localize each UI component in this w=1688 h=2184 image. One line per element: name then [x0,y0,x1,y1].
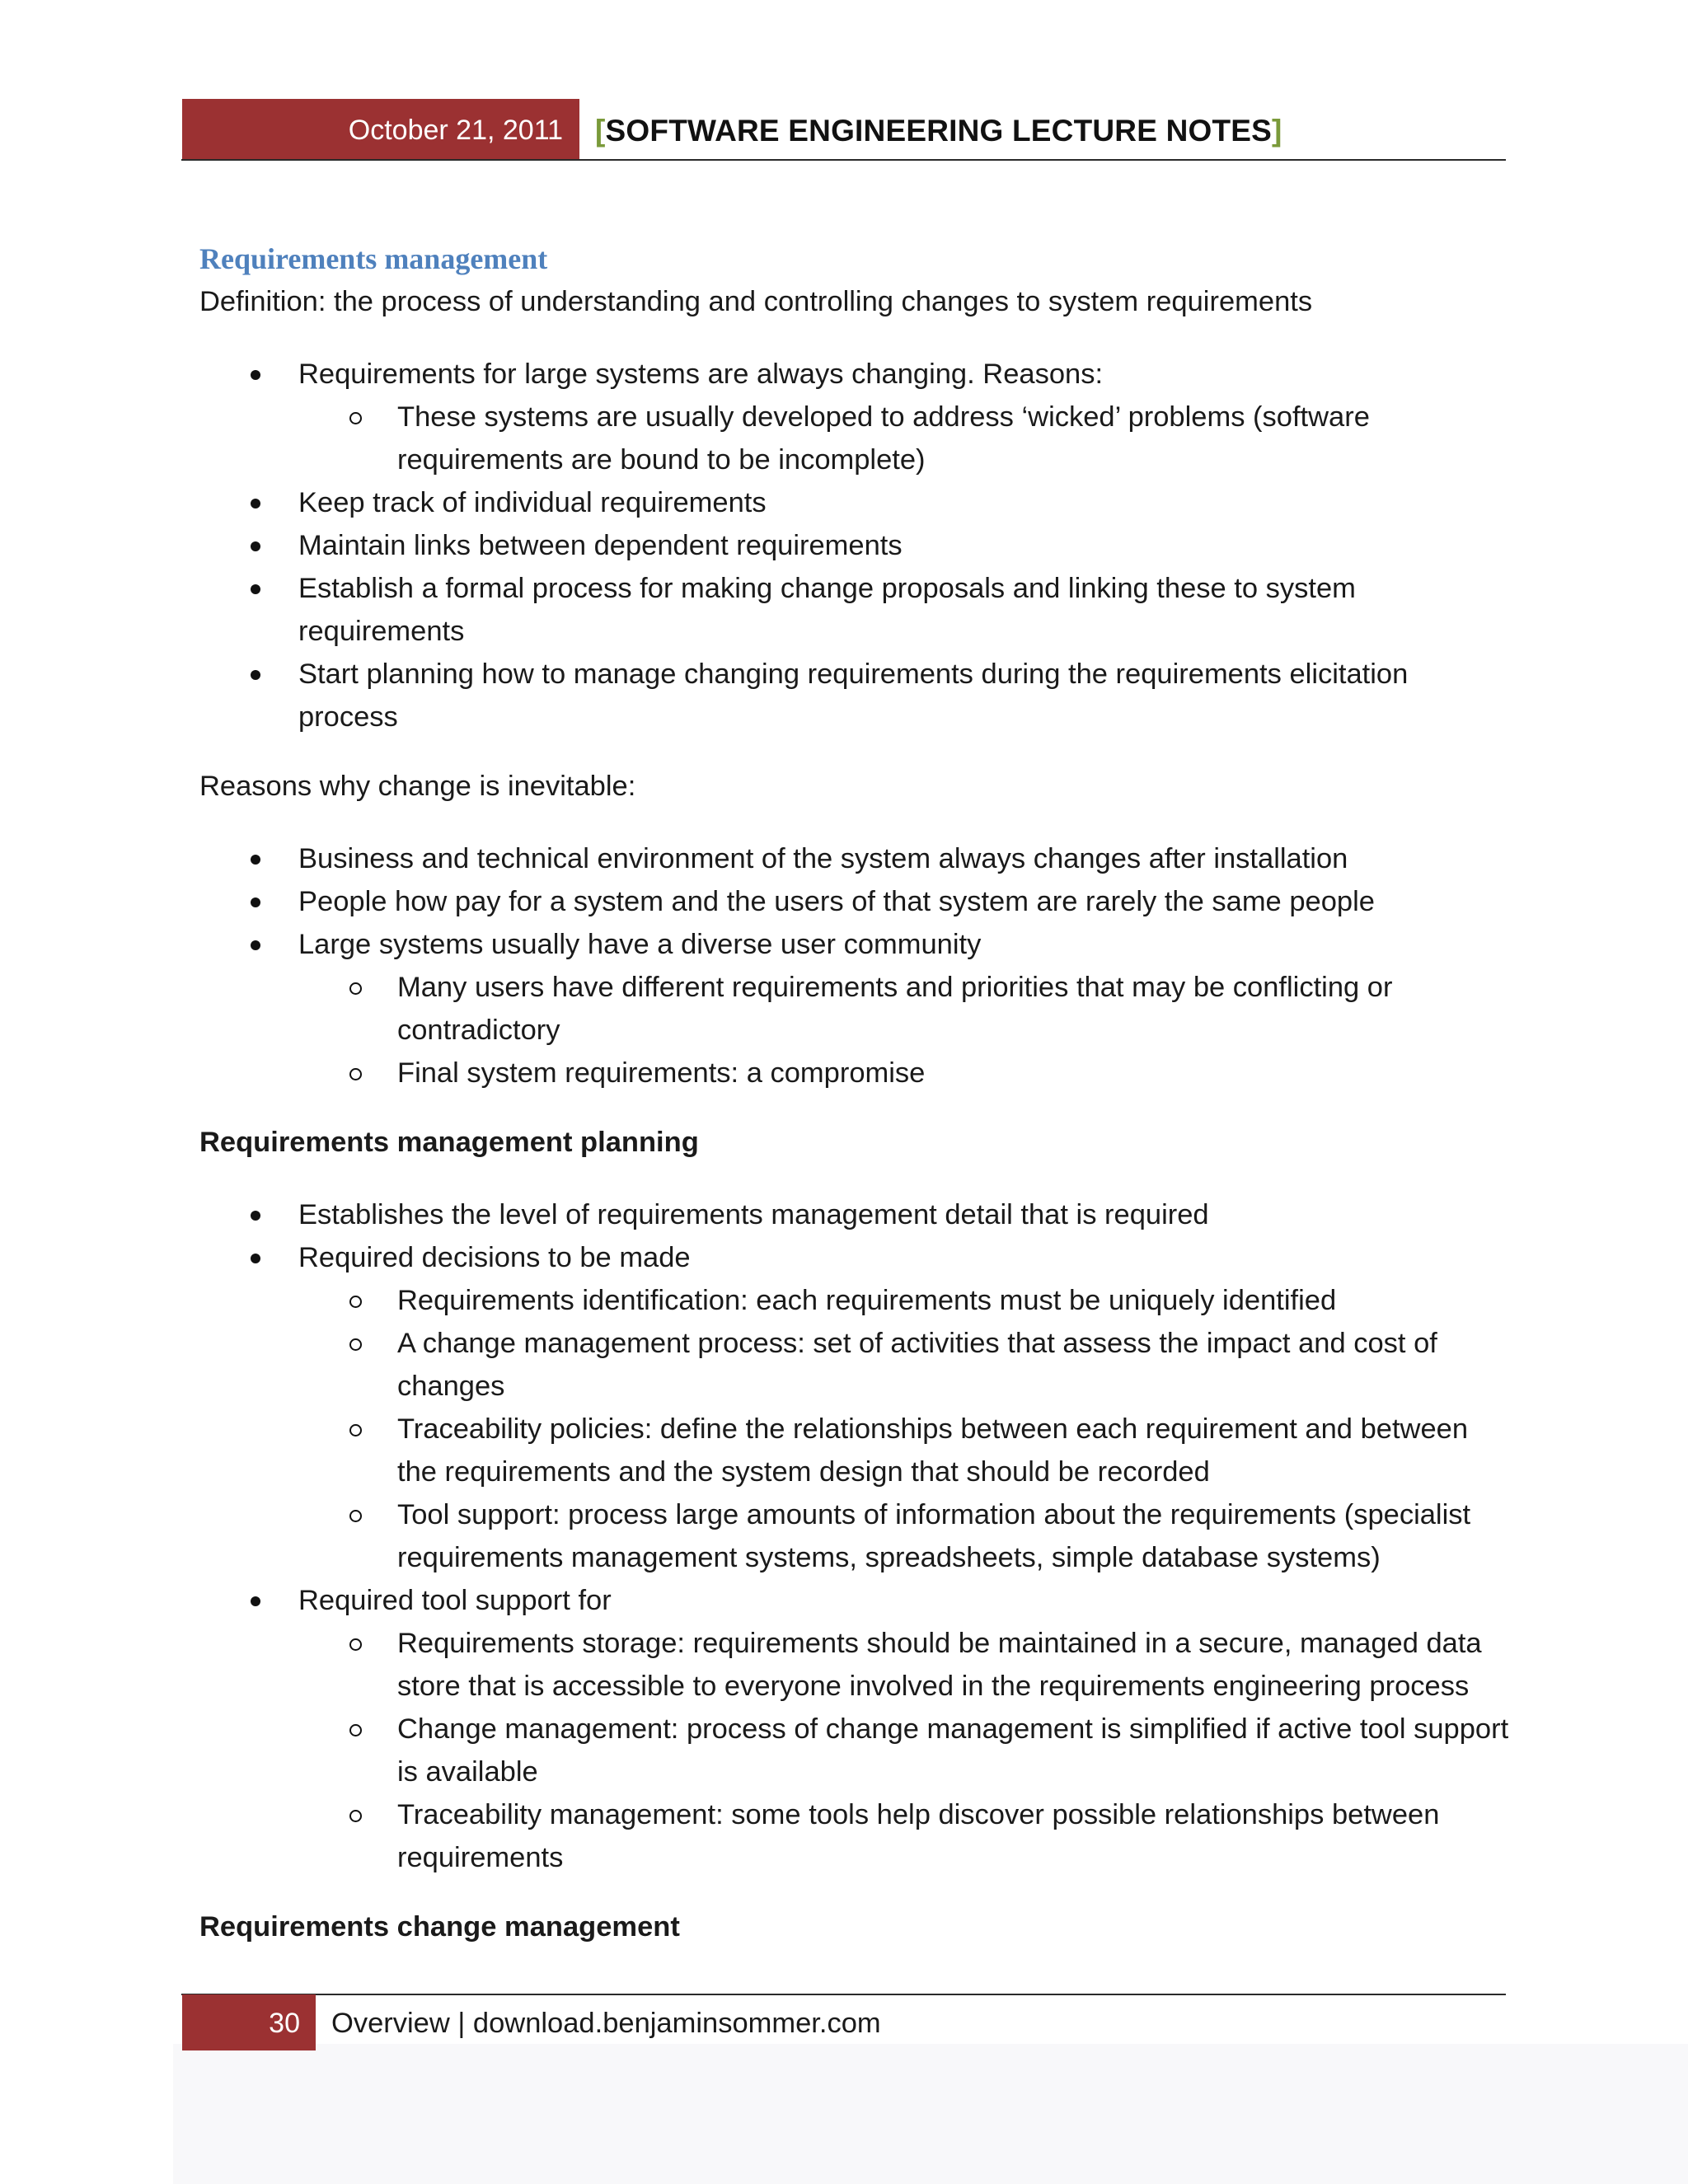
hollow-bullet-icon [349,982,362,995]
definition-text: Definition: the process of understanding and controlling changes to system requirements [199,286,1313,317]
sub-list-item-text: Requirements storage: requirements should be maintained in a secure, managed data store that is accessible to everyone involved in the requirements engineering process [397,1628,1482,1702]
list-reasons [199,837,1510,1094]
list-changes [199,353,1510,738]
footer-text: Overview | download.benjaminsommer.com [331,2008,881,2039]
list-item-text: Establishes the level of requirements management detail that is required [298,1199,1209,1230]
sub-list-item [298,966,1510,1052]
list-item [199,1579,1510,1879]
sub-list-item [298,1708,1510,1793]
list-item [199,837,1510,880]
list-item [199,353,1510,481]
header-bracket-close: ] [1272,114,1282,148]
sub-list-item [298,396,1510,481]
list-item-text: Business and technical environment of the system always changes after installation [298,843,1348,874]
sub-list-item [298,1793,1510,1879]
header-bracket-open: [ [595,114,606,148]
hollow-bullet-icon [349,1068,362,1080]
hollow-bullet-icon [349,412,362,424]
sub-list [298,966,1510,1094]
page-shadow [173,2044,1688,2184]
sub-list-item [298,1322,1510,1408]
sub-list-item-text: Tool support: process large amounts of information about the requirements (specialist requirements management systems, spreadsheets, simple database systems) [397,1499,1471,1573]
hollow-bullet-icon [349,1724,362,1736]
sub-list [298,396,1510,481]
list-planning [199,1193,1510,1879]
sub-list-item-text: Many users have different requirements and priorities that may be conflicting or contradictory [397,972,1393,1046]
sub-list-item-text: Requirements identification: each requirements must be uniquely identified [397,1285,1337,1316]
list-item-text: People how pay for a system and the users of that system are rarely the same people [298,886,1375,917]
planning-heading: Requirements management planning [199,1127,699,1158]
hollow-bullet-icon [349,1424,362,1436]
hollow-bullet-icon [349,1810,362,1822]
sub-list-item-text: These systems are usually developed to address ‘wicked’ problems (software requirements are bound to be incomplete) [397,401,1370,476]
sub-list-item [298,1408,1510,1493]
sub-list-item-text: Traceability management: some tools help discover possible relationships between requirements [397,1799,1440,1873]
hollow-bullet-icon [349,1510,362,1522]
bullet-icon [251,898,260,907]
header-date: October 21, 2011 [348,115,563,146]
bullet-icon [251,584,260,594]
bullet-icon [251,1254,260,1263]
sub-list-item [298,1493,1510,1579]
bullet-icon [251,1596,260,1606]
reasons-intro: Reasons why change is inevitable: [199,771,636,802]
bullet-icon [251,499,260,509]
header-title [595,99,1282,160]
list-item-text: Large systems usually have a diverse user community [298,929,982,960]
hollow-bullet-icon [349,1638,362,1651]
list-item-text: Required decisions to be made [298,1242,691,1273]
list-item-text: Establish a formal process for making change proposals and linking these to system requirements [298,573,1356,647]
bullet-icon [251,940,260,950]
sub-list [298,1279,1510,1579]
hollow-bullet-icon [349,1296,362,1308]
list-item [199,481,1510,524]
page-content [199,237,1510,1948]
sub-list-item-text: Final system requirements: a compromise [397,1057,926,1089]
sub-list-item-text: Change management: process of change management is simplified if active tool support is available [397,1713,1509,1788]
header-rule [181,159,1506,161]
bullet-icon [251,1211,260,1221]
list-item [199,923,1510,1094]
list-item [199,880,1510,923]
bullet-icon [251,370,260,380]
bullet-icon [251,670,260,680]
change-heading: Requirements change management [199,1911,680,1943]
sub-list-item [298,1279,1510,1322]
list-item-text: Maintain links between dependent requirements [298,530,903,561]
sub-list-item [298,1052,1510,1094]
hollow-bullet-icon [349,1338,362,1351]
list-item-text: Keep track of individual requirements [298,487,767,518]
list-item-text: Required tool support for [298,1585,612,1616]
list-item [199,567,1510,653]
sub-list-item-text: Traceability policies: define the relationships between each requirement and between the requirements and the system design that should be recorded [397,1413,1469,1488]
list-item [199,653,1510,738]
list-item [199,1236,1510,1579]
sub-list-item [298,1622,1510,1708]
bullet-icon [251,541,260,551]
list-item-text: Requirements for large systems are always changing. Reasons: [298,359,1104,390]
bullet-icon [251,855,260,865]
list-item [199,524,1510,567]
list-item [199,1193,1510,1236]
page-number: 30 [269,2008,300,2039]
header-title-text: SOFTWARE ENGINEERING LECTURE NOTES [605,114,1273,148]
list-item-text: Start planning how to manage changing requirements during the requirements elicitation process [298,658,1409,733]
section-heading: Requirements management [199,242,548,275]
sub-list-item-text: A change management process: set of activities that assess the impact and cost of changes [397,1328,1437,1402]
sub-list [298,1622,1510,1879]
